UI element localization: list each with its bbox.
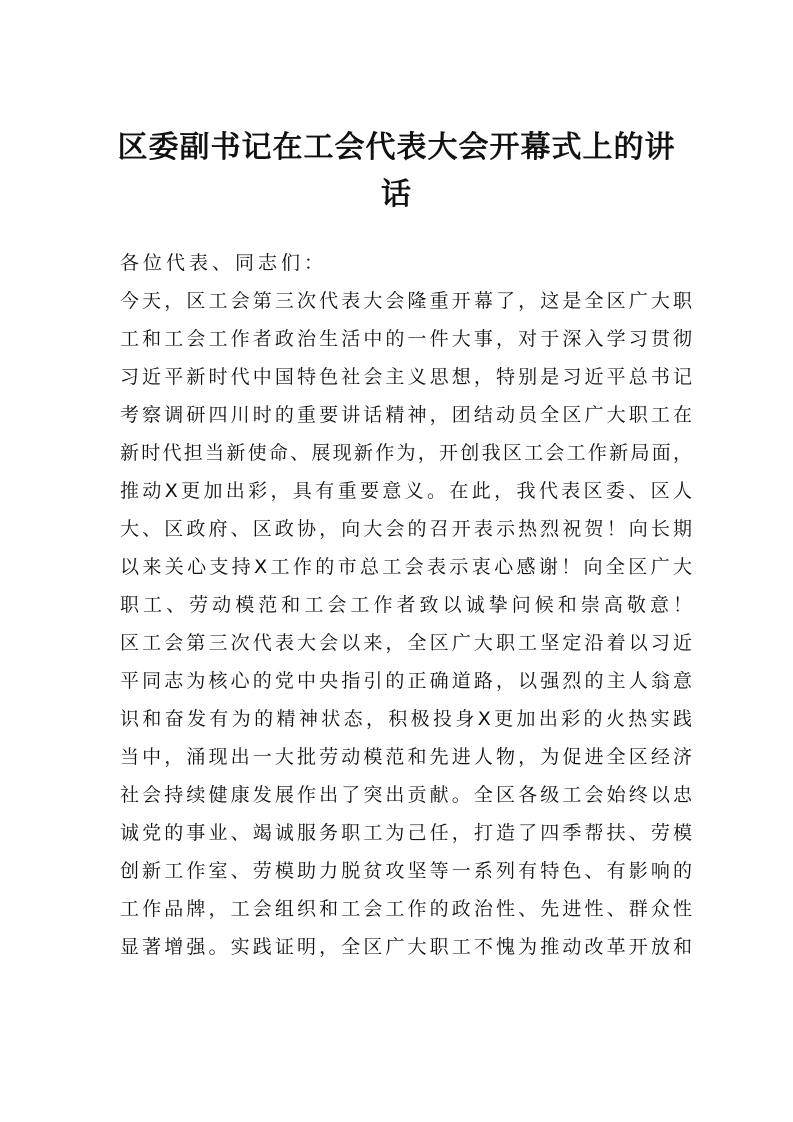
- salutation: 各位代表、同志们：: [120, 252, 328, 274]
- text-line: 今天，区工会第三次代表大会隆重开幕了，这是全区广大职: [120, 290, 692, 312]
- document-body: [120, 244, 692, 966]
- text-line: 显著增强。实践证明，全区广大职工不愧为推动改革开放和: [120, 936, 692, 958]
- text-line: 新时代担当新使命、展现新作为，开创我区工会工作新局面，: [120, 442, 692, 464]
- text-line: 诚党的事业、竭诚服务职工为己任，打造了四季帮扶、劳模: [120, 822, 692, 844]
- text-line: 以来关心支持X工作的市总工会表示衷心感谢！向全区广大: [120, 556, 692, 578]
- text-line: 习近平新时代中国特色社会主义思想，特别是习近平总书记: [120, 366, 692, 388]
- text-line: 推动X更加出彩，具有重要意义。在此，我代表区委、区人: [120, 480, 692, 502]
- text-line: 社会持续健康发展作出了突出贡献。全区各级工会始终以忠: [120, 784, 692, 806]
- text-line: 平同志为核心的党中央指引的正确道路，以强烈的主人翁意: [120, 670, 692, 692]
- text-line: 工作品牌，工会组织和工会工作的政治性、先进性、群众性: [120, 898, 692, 920]
- text-line: 职工、劳动模范和工会工作者致以诚挚问候和崇高敬意！: [120, 594, 692, 616]
- text-line: 当中，涌现出一大批劳动模范和先进人物，为促进全区经济: [120, 746, 692, 768]
- document-title: [0, 124, 793, 218]
- text-line: 区工会第三次代表大会以来，全区广大职工坚定沿着以习近: [120, 632, 692, 654]
- text-line: 识和奋发有为的精神状态，积极投身X更加出彩的火热实践: [120, 708, 692, 730]
- text-line: 工和工会工作者政治生活中的一件大事，对于深入学习贯彻: [120, 328, 692, 350]
- title-line-1: 区委副书记在工会代表大会开幕式上的讲: [117, 130, 676, 165]
- text-line: 大、区政府、区政协，向大会的召开表示热烈祝贺！向长期: [120, 518, 692, 540]
- text-line: 创新工作室、劳模助力脱贫攻坚等一系列有特色、有影响的: [120, 860, 692, 882]
- text-line: 考察调研四川时的重要讲话精神，团结动员全区广大职工在: [120, 404, 692, 426]
- title-line-2: 话: [381, 177, 412, 212]
